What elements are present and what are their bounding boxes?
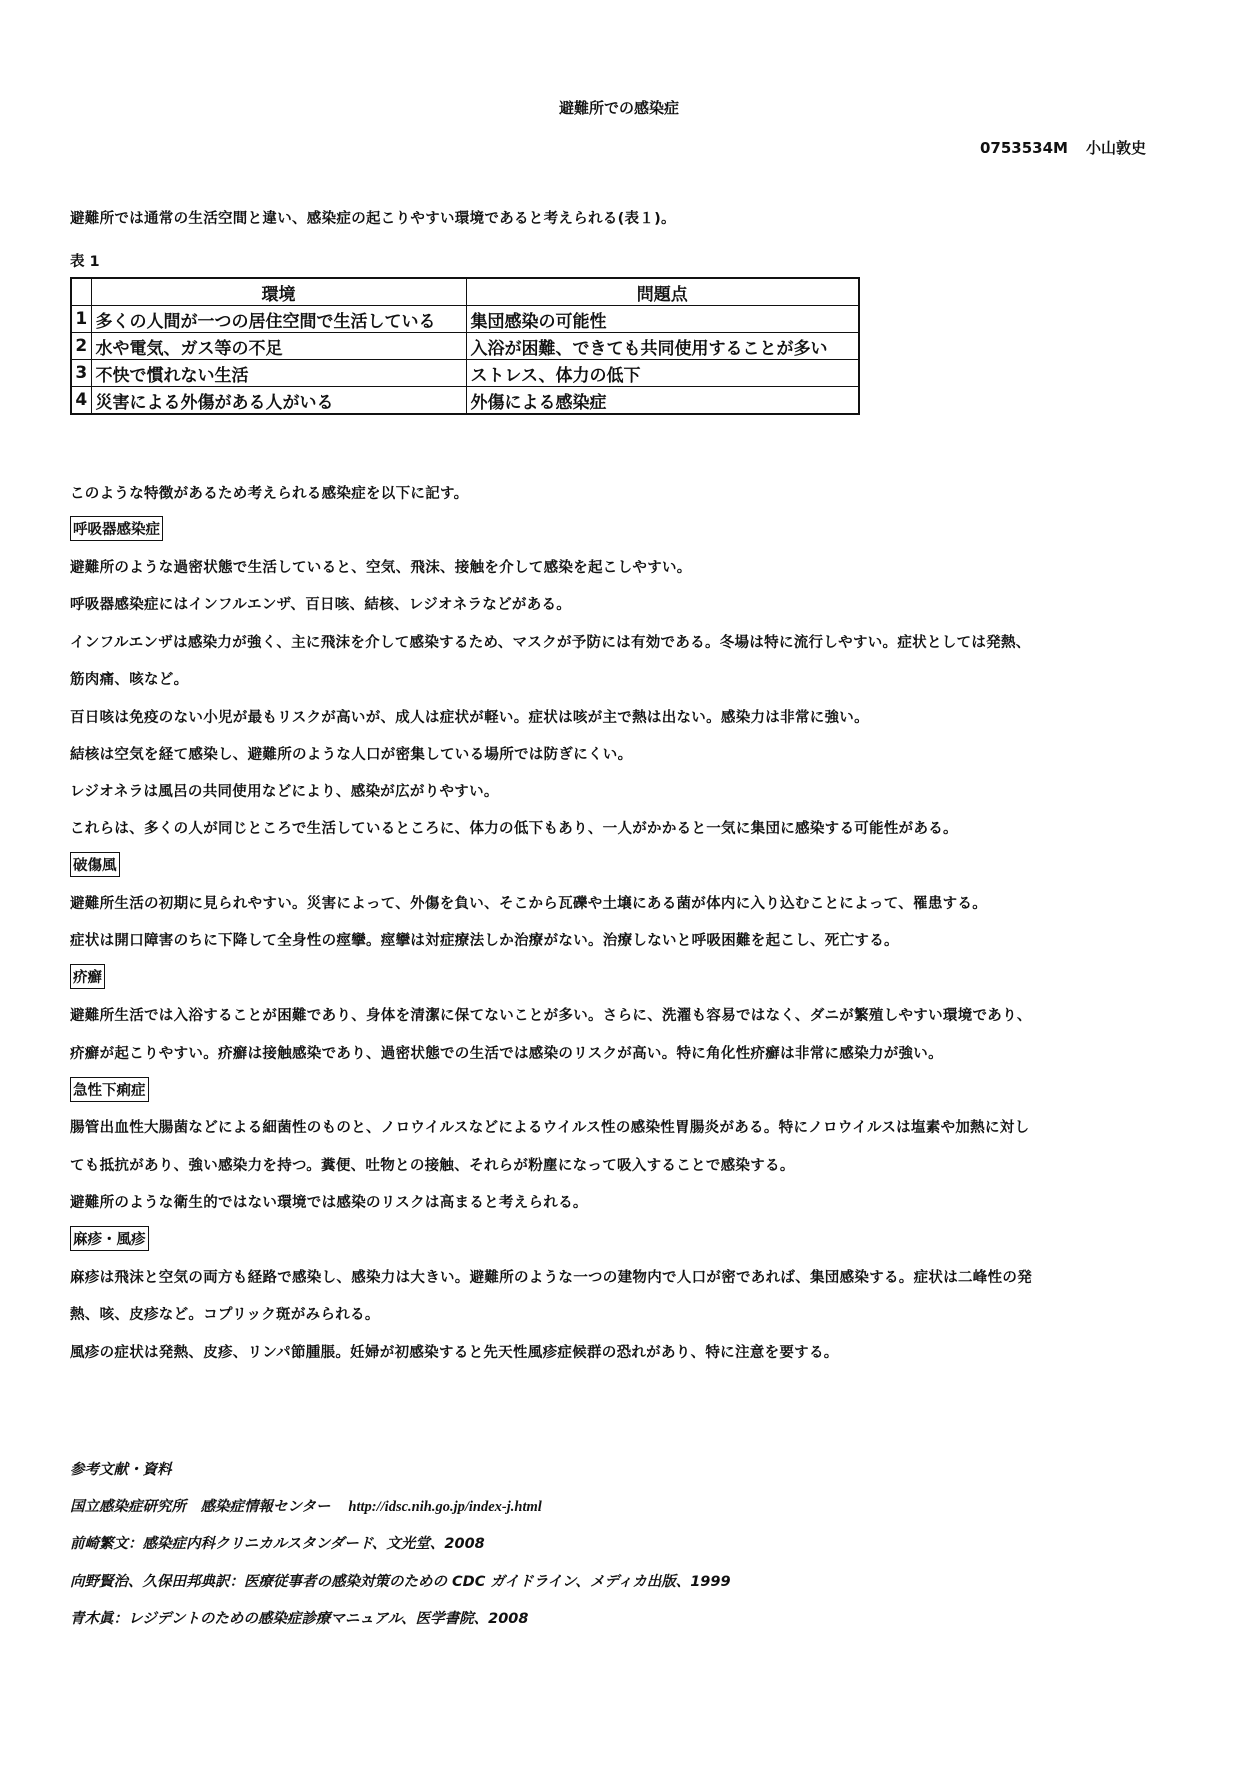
row-issue: 集団感染の可能性 [466,306,859,333]
table-row [71,387,859,415]
reference-item: 青木眞：レジデントのための感染症診療マニュアル、医学書院、2008 [70,1611,529,1627]
environment-table [70,277,860,415]
paragraph-line: レジオネラは風呂の共同使用などにより、感染が広がりやすい。 [70,784,499,800]
section-heading-tetanus: 破傷風 [70,852,120,877]
row-environment: 不快で慣れない生活 [91,360,466,387]
reference-text: 国立感染症研究所 感染症情報センター [70,1499,331,1515]
table-row [71,333,859,360]
author-name: 小山敦史 [1085,139,1146,157]
reference-url: http://idsc.nih.go.jp/index-j.html [348,1499,542,1515]
reference-item: 向野賢治、久保田邦典訳：医療従事者の感染対策のための CDC ガイドライン、メディカ出版、1999 [70,1574,731,1590]
paragraph-line: 症状は開口障害のちに下降して全身性の痙攣。痙攣は対症療法しか治療がない。治療しないと呼吸困難を起こし、死亡する。 [70,933,899,949]
paragraph-line: 腸管出血性大腸菌などによる細菌性のものと、ノロウイルスなどによるウイルス性の感染性胃腸炎がある。特にノロウイルスは塩素や加熱に対し [70,1120,1030,1136]
paragraph-line: 避難所生活の初期に見られやすい。災害によって、外傷を負い、そこから瓦礫や土壌にある菌が体内に入り込むことによって、罹患する。 [70,896,988,912]
paragraph-line: 避難所のような過密状態で生活していると、空気、飛沫、接触を介して感染を起こしやすい。 [70,560,692,576]
paragraph-line: 百日咳は免疫のない小児が最もリスクが高いが、成人は症状が軽い。症状は咳が主で熱は出ない。感染力は非常に強い。 [70,710,869,726]
paragraph-line: ても抵抗があり、強い感染力を持つ。糞便、吐物との接触、それらが粉塵になって吸入することで感染する。 [70,1158,795,1174]
paragraph-line: 結核は空気を経て感染し、避難所のような人口が密集している場所では防ぎにくい。 [70,747,633,763]
author-line [980,137,1146,158]
intro-paragraph: 避難所では通常の生活空間と違い、感染症の起こりやすい環境であると考えられる(表１)。 [70,211,676,227]
reference-item: 前崎繁文：感染症内科クリニカルスタンダード、文光堂、2008 [70,1536,485,1552]
paragraph-line: インフルエンザは感染力が強く、主に飛沫を介して感染するため、マスクが予防には有効である。冬場は特に流行しやすい。症状としては発熱、 [70,635,1031,651]
page-title: 避難所での感染症 [558,99,679,117]
paragraph-line: 風疹の症状は発熱、皮疹、リンパ節腫脹。妊婦が初感染すると先天性風疹症候群の恐れがあり、特に注意を要する。 [70,1345,839,1361]
section-heading-measles-rubella: 麻疹・風疹 [70,1226,149,1251]
row-environment: 災害による外傷がある人がいる [91,387,466,415]
section-heading-diarrhea: 急性下痢症 [70,1077,149,1102]
row-number: 2 [71,333,91,360]
row-environment: 多くの人間が一つの居住空間で生活している [91,306,466,333]
table-caption: 表 1 [70,254,100,270]
table-header-environment: 環境 [91,278,466,306]
paragraph-line: 熱、咳、皮疹など。コプリック斑がみられる。 [70,1307,380,1323]
row-environment: 水や電気、ガス等の不足 [91,333,466,360]
row-number: 4 [71,387,91,415]
table-header-issue: 問題点 [466,278,859,306]
table-row [71,306,859,333]
paragraph-line: 筋肉痛、咳など。 [70,672,189,688]
row-issue: 入浴が困難、できても共同使用することが多い [466,333,859,360]
lead-paragraph: このような特徴があるため考えられる感染症を以下に記す。 [70,486,469,502]
paragraph-line: 呼吸器感染症にはインフルエンザ、百日咳、結核、レジオネラなどがある。 [70,597,572,613]
paragraph-line: 避難所のような衛生的ではない環境では感染のリスクは高まると考えられる。 [70,1195,588,1211]
paragraph-line: 避難所生活では入浴することが困難であり、身体を清潔に保てないことが多い。さらに、洗濯も容易ではなく、ダニが繁殖しやすい環境であり、 [70,1008,1032,1024]
student-id: 0753534M [979,139,1068,157]
table-row [71,360,859,387]
table-header-num [71,278,91,306]
paragraph-line: 疥癬が起こりやすい。疥癬は接触感染であり、過密状態での生活では感染のリスクが高い。特に角化性疥癬は非常に感染力が強い。 [70,1046,943,1062]
row-issue: 外傷による感染症 [466,387,859,415]
paragraph-line: これらは、多くの人が同じところで生活しているところに、体力の低下もあり、一人がかかると一気に集団に感染する可能性がある。 [70,821,958,837]
reference-item [70,1495,542,1516]
paragraph-line: 麻疹は飛沫と空気の両方も経路で感染し、感染力は大きい。避難所のような一つの建物内で人口が密であれば、集団感染する。症状は二峰性の発 [70,1270,1032,1286]
row-issue: ストレス、体力の低下 [466,360,859,387]
table-header-row [71,278,859,306]
section-heading-scabies: 疥癬 [70,964,105,989]
references-title: 参考文献・資料 [70,1462,172,1478]
section-heading-respiratory: 呼吸器感染症 [70,516,163,541]
row-number: 1 [71,306,91,333]
row-number: 3 [71,360,91,387]
